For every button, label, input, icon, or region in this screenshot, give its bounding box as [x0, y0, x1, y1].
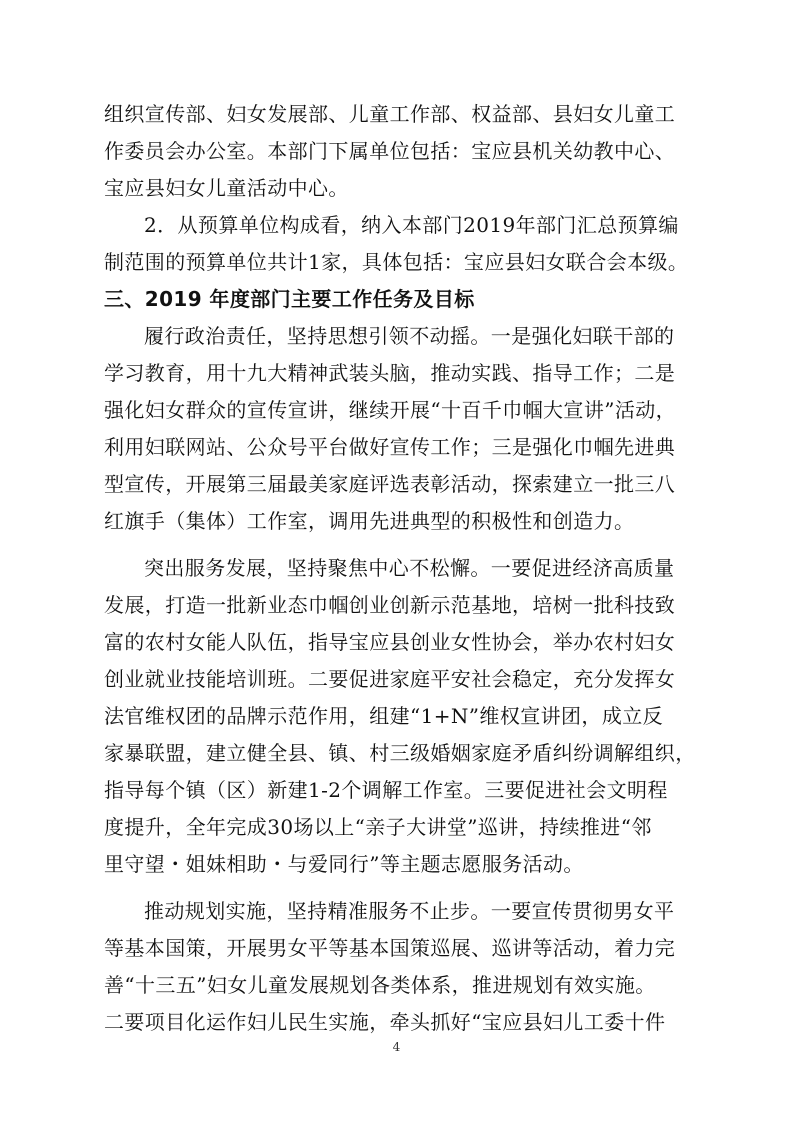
text-line: 度提升，全年完成30场以上“亲子大讲堂”巡讲，持续推进“邻: [104, 815, 652, 839]
text-line: 强化妇女群众的宣传宣讲，继续开展“十百千巾帼大宣讲”活动，: [104, 398, 677, 422]
text-line: 履行政治责任，坚持思想引领不动摇。一是强化妇联干部的: [144, 324, 675, 348]
text-line: 型宣传，开展第三届最美家庭评选表彰活动，探索建立一批三八: [104, 472, 676, 496]
text-line: 组织宣传部、妇女发展部、儿童工作部、权益部、县妇女儿童工: [104, 102, 676, 126]
text-line: 推动规划实施，坚持精准服务不止步。一要宣传贯彻男女平: [144, 899, 675, 923]
text-line: 制范围的预算单位共计1家，具体包括：宝应县妇女联合会本级。: [104, 250, 689, 274]
text-line: 善“十三五”妇女儿童发展规划各类体系，推进规划有效实施。: [104, 973, 656, 997]
text-line: 法官维权团的品牌示范作用，组建“1+N”维权宣讲团，成立反: [104, 704, 664, 728]
section-heading: 三、2019 年度部门主要工作任务及目标: [104, 287, 475, 311]
text-line: 宝应县妇女儿童活动中心。: [104, 176, 349, 200]
text-line: 学习教育，用十九大精神武装头脑，推动实践、指导工作；二是: [104, 361, 676, 385]
text-line: 突出服务发展，坚持聚焦中心不松懈。一要促进经济高质量: [144, 556, 675, 580]
text-line: 家暴联盟，建立健全县、镇、村三级婚姻家庭矛盾纠纷调解组织，: [104, 741, 696, 765]
page-number: 4: [392, 1040, 401, 1054]
text-line: 红旗手（集体）工作室，调用先进典型的积极性和创造力。: [104, 509, 635, 533]
text-line: 富的农村女能人队伍，指导宝应县创业女性协会，举办农村妇女: [104, 630, 676, 654]
text-line: 二要项目化运作妇儿民生实施，牵头抓好“宝应县妇儿工委十件: [104, 1010, 666, 1034]
text-line: 指导每个镇（区）新建1-2个调解工作室。三要促进社会文明程: [104, 778, 668, 802]
text-line: 创业就业技能培训班。二要促进家庭平安社会稳定，充分发挥女: [104, 667, 676, 691]
text-line: 2．从预算单位构成看，纳入本部门2019年部门汇总预算编: [144, 213, 679, 237]
text-line: 发展，打造一批新业态巾帼创业创新示范基地，培树一批科技致: [104, 593, 676, 617]
text-line: 利用妇联网站、公众号平台做好宣传工作；三是强化巾帼先进典: [104, 435, 676, 459]
text-line: 作委员会办公室。本部门下属单位包括：宝应县机关幼教中心、: [104, 139, 676, 163]
text-line: 等基本国策，开展男女平等基本国策巡展、巡讲等活动，着力完: [104, 936, 676, 960]
text-line: 里守望・姐妹相助・与爱同行”等主题志愿服务活动。: [104, 852, 584, 876]
